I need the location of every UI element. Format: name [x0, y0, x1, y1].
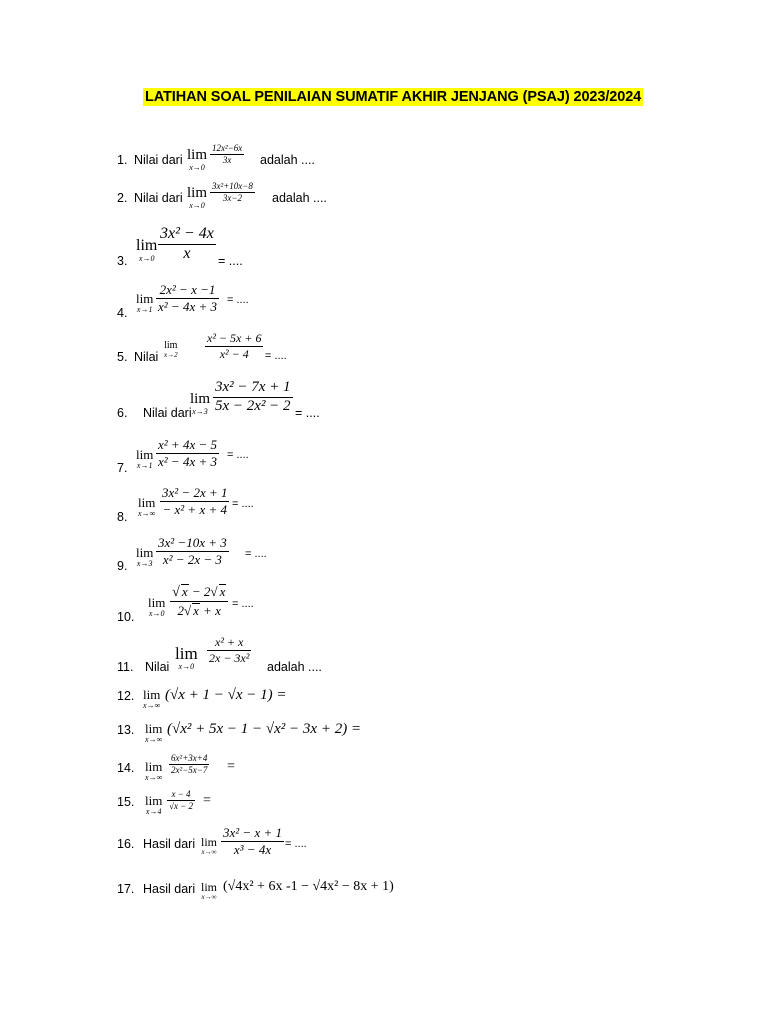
limit-operator: lim x→1 [136, 291, 154, 314]
question-number: 17. [117, 882, 135, 896]
question-number: 13. [117, 723, 135, 737]
question-prefix: Nilai dari [143, 406, 192, 420]
question-suffix: = .... [265, 350, 287, 362]
question-suffix: = .... [245, 548, 267, 560]
question-suffix: = .... [285, 838, 307, 850]
limit-operator: lim x→0 [136, 237, 158, 263]
denominator: x [183, 244, 191, 262]
fraction [210, 144, 244, 166]
question-suffix: = .... [232, 498, 254, 510]
limit-operator: lim x→3 [190, 391, 211, 416]
limit-operator: lim x→1 [136, 447, 154, 470]
denominator: x² − 4x + 3 [158, 298, 217, 314]
fraction [210, 182, 255, 204]
limit-operator: lim x→0 [187, 147, 208, 172]
numerator: √ x − 2√ x [170, 584, 228, 602]
fraction [169, 754, 209, 776]
question-number: 16. [117, 837, 135, 851]
numerator: x − 4 [167, 790, 195, 801]
expression: (√4x² + 6x -1 − √4x² − 8x + 1) [223, 879, 394, 894]
question-suffix: = [227, 759, 235, 774]
question-suffix: = .... [218, 254, 243, 268]
question-suffix: adalah .... [260, 153, 315, 167]
numerator: 3x² − 4x [158, 226, 216, 245]
question-number: 5. [117, 350, 128, 364]
limit-operator: lim x→∞ [145, 721, 163, 744]
numerator: 3x² − 2x + 1 [162, 485, 228, 500]
question-number: 7. [117, 461, 128, 475]
question-number: 9. [117, 559, 128, 573]
numerator: 6x²+3x+4 [169, 754, 209, 765]
fraction [156, 536, 229, 566]
question-suffix: = .... [227, 294, 249, 306]
fraction [221, 826, 284, 856]
question-number: 1. [117, 153, 128, 167]
denominator: 2x²−5x−7 [171, 765, 208, 776]
fraction [167, 790, 195, 812]
question-prefix: Nilai [145, 660, 170, 674]
fraction [156, 438, 219, 468]
question-prefix: Nilai dari [134, 191, 183, 205]
question-prefix: Nilai [134, 350, 159, 364]
denominator: x² − 4x + 3 [158, 453, 217, 469]
denominator: 5x − 2x² − 2 [215, 397, 291, 414]
denominator: − x² + x + 4 [162, 501, 227, 517]
question-prefix: Hasil dari [143, 837, 196, 851]
question-number: 14. [117, 761, 135, 775]
page-title: LATIHAN SOAL PENILAIAN SUMATIF AKHIR JENJANG (PSAJ) 2023/2024 [145, 89, 642, 105]
question-suffix: adalah .... [272, 191, 327, 205]
question-number: 11. [117, 660, 134, 674]
question-prefix: Nilai dari [134, 153, 183, 167]
limit-operator: lim x→3 [136, 545, 154, 568]
limit-operator: lim x→∞ [201, 835, 218, 856]
fraction [207, 636, 251, 664]
limit-operator: lim x→∞ [138, 495, 156, 518]
fraction [205, 332, 263, 360]
limit-operator: lim x→∞ [201, 880, 218, 901]
fraction [156, 283, 219, 313]
question-suffix: adalah .... [267, 660, 322, 674]
denominator: x³ − 4x [233, 841, 272, 857]
question-number: 15. [117, 795, 135, 809]
numerator: 3x²+10x−8 [210, 182, 255, 193]
limit-operator: lim x→∞ [145, 759, 163, 782]
question-prefix: Hasil dari [143, 882, 196, 896]
numerator: 3x² − 7x + 1 [213, 380, 293, 398]
denominator: x² − 2x − 3 [162, 551, 222, 567]
numerator: x² + x [207, 636, 251, 651]
expression: (√x + 1 − √x − 1) = [165, 687, 287, 703]
numerator: 12x²−6x [210, 144, 244, 155]
numerator: x² − 5x + 6 [207, 331, 262, 345]
limit-operator: lim x→0 [175, 644, 198, 671]
question-suffix: = .... [227, 449, 249, 461]
denominator: 2√ x + x [177, 603, 221, 618]
denominator: 2x − 3x² [209, 650, 250, 665]
fraction [170, 584, 228, 618]
limit-operator: lim x→2 [164, 340, 178, 359]
fraction [158, 226, 216, 263]
numerator: 2x² − x −1 [156, 283, 219, 299]
fraction [160, 486, 229, 516]
denominator: √x − 2 [169, 801, 194, 812]
question-number: 6. [117, 406, 128, 420]
question-suffix: = [203, 793, 211, 808]
question-number: 12. [117, 689, 135, 703]
question-number: 10. [117, 610, 135, 624]
numerator: 3x² −10x + 3 [158, 535, 227, 550]
question-number: 8. [117, 510, 128, 524]
question-suffix: = .... [232, 598, 254, 610]
limit-operator: lim x→0 [187, 185, 208, 210]
question-number: 3. [117, 254, 128, 268]
question-number: 4. [117, 306, 128, 320]
limit-operator: lim x→0 [148, 595, 166, 618]
denominator: 3x [222, 155, 232, 166]
expression: (√x² + 5x − 1 − √x² − 3x + 2) = [167, 721, 362, 737]
denominator: 3x−2 [222, 193, 242, 204]
limit-operator: lim x→4 [145, 793, 163, 816]
numerator: 3x² − x + 1 [223, 825, 282, 840]
fraction [213, 380, 293, 415]
question-suffix: = .... [295, 406, 320, 420]
question-number: 2. [117, 191, 128, 205]
limit-operator: lim x→∞ [143, 687, 161, 710]
numerator: x² + 4x − 5 [158, 437, 217, 452]
denominator: x² − 4 [219, 346, 249, 361]
